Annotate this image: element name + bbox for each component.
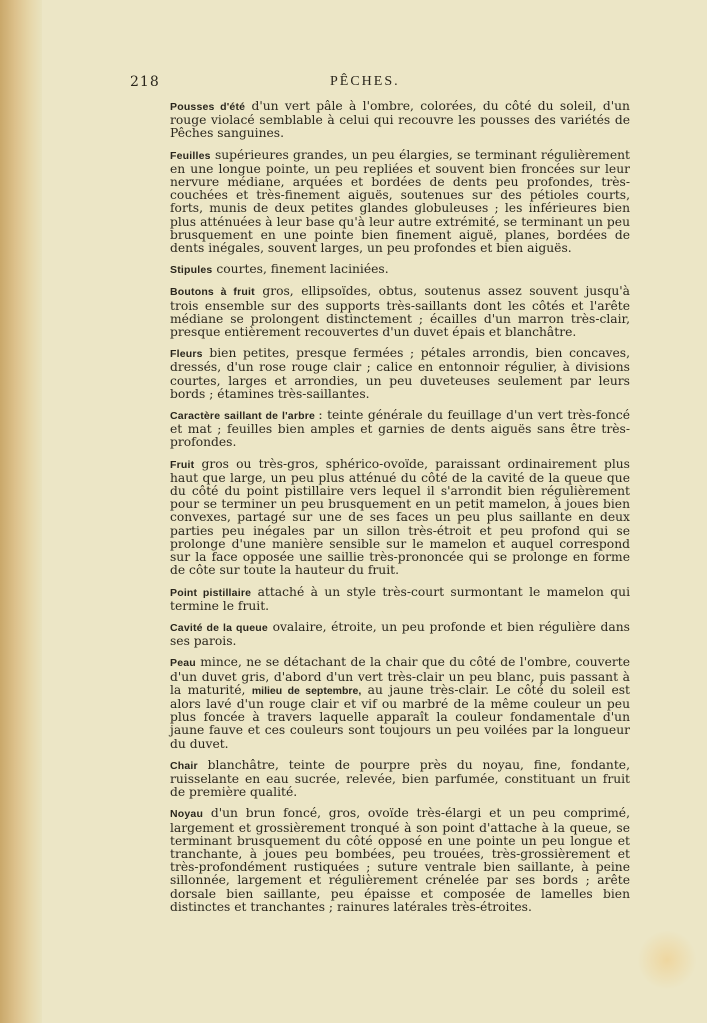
paragraph-lead: Pousses d'été — [170, 101, 246, 113]
paragraph-cavite — [170, 621, 630, 648]
paragraph-text: d'un brun foncé, gros, ovoïde très-élargi et un peu comprimé, largement et grossièrement tronqué à son point d'attache à la queue, se terminant brusquement du côté opposé en une pointe un peu longue et tranchante, à joues peu bombées, peu trouées, très-grossièrement et très-profondément rustiquées ; suture ventrale bien saillante, à peine sillonnée, largement et régulièrement crénelée par ses bords ; arête dorsale bien saillante, peu épaisse et composée de lamelles bien distinctes et tranchantes ; rainures latérales très-étroites. — [170, 806, 630, 914]
paragraph-lead: Stipules — [170, 264, 213, 277]
paragraph-lead: Noyau — [170, 808, 204, 821]
book-binding-edge — [0, 0, 42, 1023]
paragraph-lead: Peau — [170, 657, 196, 670]
paragraph-fruit — [170, 458, 630, 578]
paragraph-text: gros, ellipsoïdes, obtus, soutenus assez souvent jusqu'à trois ensemble sur des supports très-saillants dont les côtés et l'arête médiane se prolongent distinctement ; écailles d'un marron très-clair, presque entièrement recouvertes d'un duvet épais et blanchâtre. — [170, 284, 630, 340]
paragraph-lead: Caractère saillant de l'arbre : — [170, 410, 323, 423]
paragraph-text: d'un vert pâle à l'ombre, colorées, du côté du soleil, d'un rouge violacé semblable à celui qui recouvre les pousses des variétés de Pêches sanguines. — [170, 99, 630, 141]
paragraph-lead: Cavité de la queue — [170, 621, 268, 634]
paragraph-lead: Fruit — [170, 458, 195, 471]
paragraph-lead: Fleurs — [170, 348, 203, 361]
paragraph-stipules — [170, 263, 630, 277]
paragraph-pousses — [170, 100, 630, 141]
paragraph-caractere — [170, 409, 630, 450]
paragraph-lead: Chair — [170, 759, 198, 772]
ripening-date: milieu de septembre, — [251, 684, 362, 697]
paragraph-text: au jaune très-clair. Le côté du soleil est alors lavé d'un rouge clair et vif ou marbré de la même couleur un peu plus foncée à travers laquelle apparaît la couleur fondamentale d'un jaune fauve et ces couleurs sont toujours un peu voilées par la longueur du duvet. — [170, 682, 630, 751]
paragraph-lead: Feuilles — [170, 149, 211, 162]
paragraph-feuilles — [170, 149, 630, 256]
paragraph-boutons — [170, 285, 630, 339]
running-title: PÊCHES. — [330, 74, 400, 89]
paragraph-text: courtes, finement laciniées. — [216, 262, 389, 277]
paragraph-text: attaché à un style très-court surmontant le mamelon qui termine le fruit. — [170, 584, 630, 613]
paragraph-text: supérieures grandes, un peu élargies, se terminant régulièrement en une longue pointe, un peu repliées et souvent bien froncées sur leur nervure médiane, arquées et bordées de dents peu profondes, très-couchées et très-finement aiguës, soutenues sur des pétioles courts, forts, munis de deux petites glandes globuleuses ; les inférieures bien plus atténuées à leur base qu'à leur autre extrémité, se terminant un peu brusquement en une pointe bien finement aiguë, planes, bordées de dents inégales, souvent larges, un peu profondes et bien aiguës. — [170, 147, 630, 256]
paragraph-text: blanchâtre, teinte de pourpre près du noyau, fine, fondante, ruisselante en eau sucrée, relevée, bien parfumée, constituant un fruit de première qualité. — [170, 757, 630, 800]
page-body — [170, 100, 630, 922]
paragraph-lead: Point pistillaire — [170, 586, 252, 599]
paragraph-chair — [170, 759, 630, 800]
paragraph-point-pistillaire — [170, 586, 630, 613]
paragraph-fleurs — [170, 347, 630, 401]
paragraph-text: ovalaire, étroite, un peu profonde et bien régulière dans ses parois. — [170, 619, 630, 649]
paragraph-text: bien petites, presque fermées ; pétales arrondis, bien concaves, dressés, d'un rose rouge clair ; calice en entonnoir régulier, à divisions courtes, larges et arrondies, un peu duveteuses seulement par leurs bords ; étamines très-saillantes. — [170, 346, 630, 401]
paragraph-lead: Boutons à fruit — [170, 286, 255, 299]
paragraph-peau — [170, 656, 630, 750]
paper-stain — [637, 930, 697, 990]
paragraph-noyau — [170, 807, 630, 914]
paragraph-text: gros ou très-gros, sphérico-ovoïde, paraissant ordinairement plus haut que large, un peu plus atténué du côté de la cavité de la queue que du côté du point pistillaire vers lequel il s'arrondit bien régulièrement pour se terminer un peu brusquement en un petit mamelon, à joues bien convexes, partagé sur une de ses faces un peu plus saillante en deux parties peu inégales par un sillon très-étroit et peu profond qui se prolonge d'une manière sensible sur le mamelon et auquel correspond sur la face opposée une saillie très-prononcée qui se prolonge en forme de côte sur toute la hauteur du fruit. — [170, 456, 630, 578]
page-number: 218 — [130, 74, 160, 90]
paragraph-text: teinte générale du feuillage d'un vert très-foncé et mat ; feuilles bien amples et garnies de dents aiguës sans être très-profondes. — [170, 408, 630, 450]
paragraph-text: mince, ne se détachant de la chair que du côté de l'ombre, couverte d'un duvet gris, d'abord d'un vert très-clair un peu blanc, puis passant à la maturité, — [170, 655, 630, 697]
